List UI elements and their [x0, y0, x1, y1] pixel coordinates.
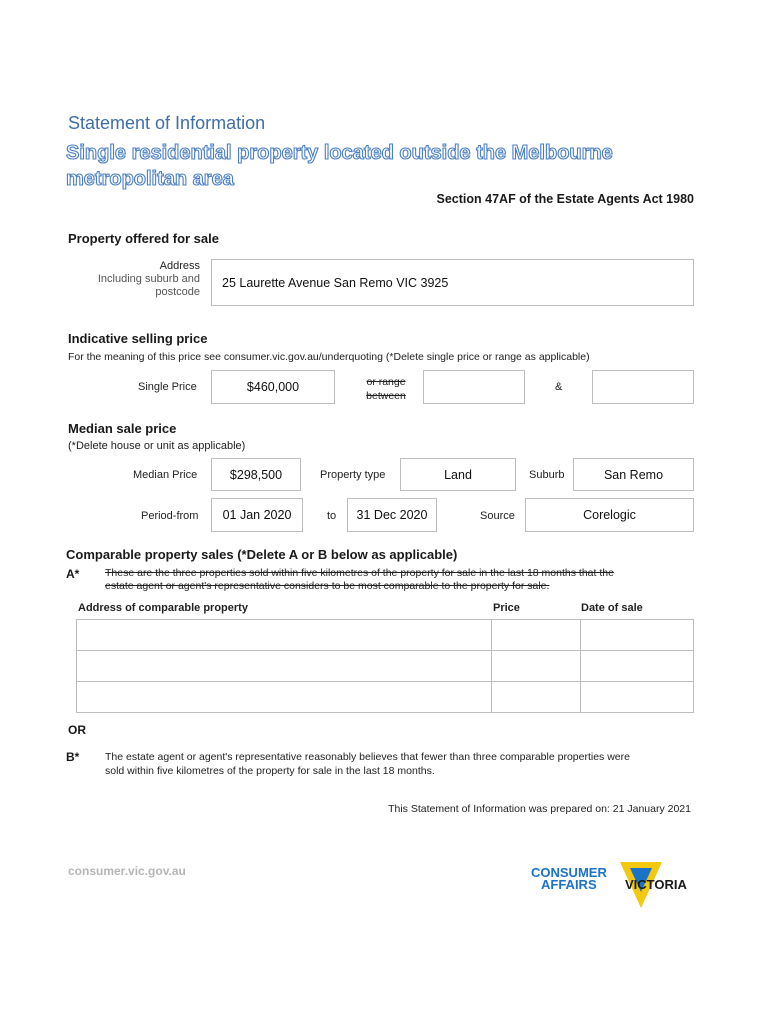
option-a-line-1: These are the three properties sold within five kilometres of the property for sale in the last 18 months that the [105, 567, 614, 579]
indicative-note: For the meaning of this price see consumer.vic.gov.au/underquoting (*Delete single price or range as applicable) [68, 351, 590, 363]
comparable-price-cell[interactable] [492, 682, 581, 713]
or-divider: OR [68, 723, 86, 737]
document-subtitle: Statement of Information [68, 113, 266, 133]
option-b-line-2: sold within five kilometres of the property for sale in the last 18 months. [105, 765, 435, 777]
median-heading: Median sale price [68, 421, 177, 436]
range-low-field[interactable] [423, 370, 525, 404]
option-b-text [105, 750, 705, 778]
table-row [77, 651, 694, 682]
or-range-line-2: between [366, 390, 406, 402]
single-price-field[interactable]: $460,000 [211, 370, 335, 404]
comparable-price-cell[interactable] [492, 651, 581, 682]
comparable-date-cell[interactable] [581, 651, 694, 682]
range-ampersand: & [555, 381, 563, 393]
suburb-label: Suburb [529, 469, 565, 481]
column-date: Date of sale [581, 602, 643, 614]
comparable-heading: Comparable property sales (*Delete A or B below as applicable) [66, 547, 458, 562]
address-label [98, 260, 200, 299]
prepared-date: This Statement of Information was prepared on: 21 January 2021 [388, 803, 691, 815]
indicative-heading: Indicative selling price [68, 331, 208, 346]
or-range-line-1: or range [366, 376, 406, 388]
footer-url[interactable]: consumer.vic.gov.au [68, 864, 186, 878]
comparable-address-cell[interactable] [77, 682, 492, 713]
period-to-field[interactable]: 31 Dec 2020 [347, 498, 437, 532]
period-from-label: Period-from [141, 510, 199, 522]
source-field[interactable]: Corelogic [525, 498, 694, 532]
table-row [77, 682, 694, 713]
column-address: Address of comparable property [78, 602, 248, 614]
or-range-label [356, 375, 416, 403]
option-a-text [105, 567, 695, 593]
address-label-line-3: postcode [155, 286, 200, 298]
option-b-marker: B* [66, 750, 80, 764]
logo-line-consumer: CONSUMER [531, 865, 607, 880]
act-reference: Section 47AF of the Estate Agents Act 1980 [436, 192, 694, 206]
median-price-label: Median Price [133, 469, 198, 481]
address-field[interactable]: 25 Laurette Avenue San Remo VIC 3925 [211, 259, 694, 306]
address-label-line-2: Including suburb and [97, 273, 200, 285]
property-type-label: Property type [320, 469, 386, 481]
range-high-field[interactable] [592, 370, 694, 404]
suburb-field[interactable]: San Remo [573, 458, 694, 491]
comparable-date-cell[interactable] [581, 620, 694, 651]
comparable-address-cell[interactable] [77, 651, 492, 682]
period-to-label: to [327, 510, 337, 522]
comparable-price-cell[interactable] [492, 620, 581, 651]
option-a-marker: A* [66, 567, 80, 581]
consumer-affairs-victoria-logo [531, 862, 701, 912]
table-row [77, 620, 694, 651]
column-price: Price [493, 602, 520, 614]
source-label: Source [480, 510, 515, 522]
period-from-field[interactable]: 01 Jan 2020 [211, 498, 303, 532]
median-note: (*Delete house or unit as applicable) [68, 440, 246, 452]
logo-line-affairs: AFFAIRS [541, 877, 597, 892]
option-b-line-1: The estate agent or agent's representative reasonably believes that fewer than three comparable properties were [105, 751, 630, 763]
single-price-label: Single Price [138, 381, 197, 393]
comparable-date-cell[interactable] [581, 682, 694, 713]
address-label-line-1: Address [159, 260, 200, 272]
logo-line-victoria: VICTORIA [625, 877, 687, 892]
document-title: Single residential property located outside the Melbourne metropolitan area [66, 142, 613, 190]
property-type-field[interactable]: Land [400, 458, 516, 491]
option-a-line-2: estate agent or agent's representative considers to be most comparable to the property for sale. [105, 580, 550, 592]
comparable-address-cell[interactable] [77, 620, 492, 651]
property-heading: Property offered for sale [68, 231, 219, 246]
comparable-table [76, 619, 694, 713]
median-price-field[interactable]: $298,500 [211, 458, 301, 491]
